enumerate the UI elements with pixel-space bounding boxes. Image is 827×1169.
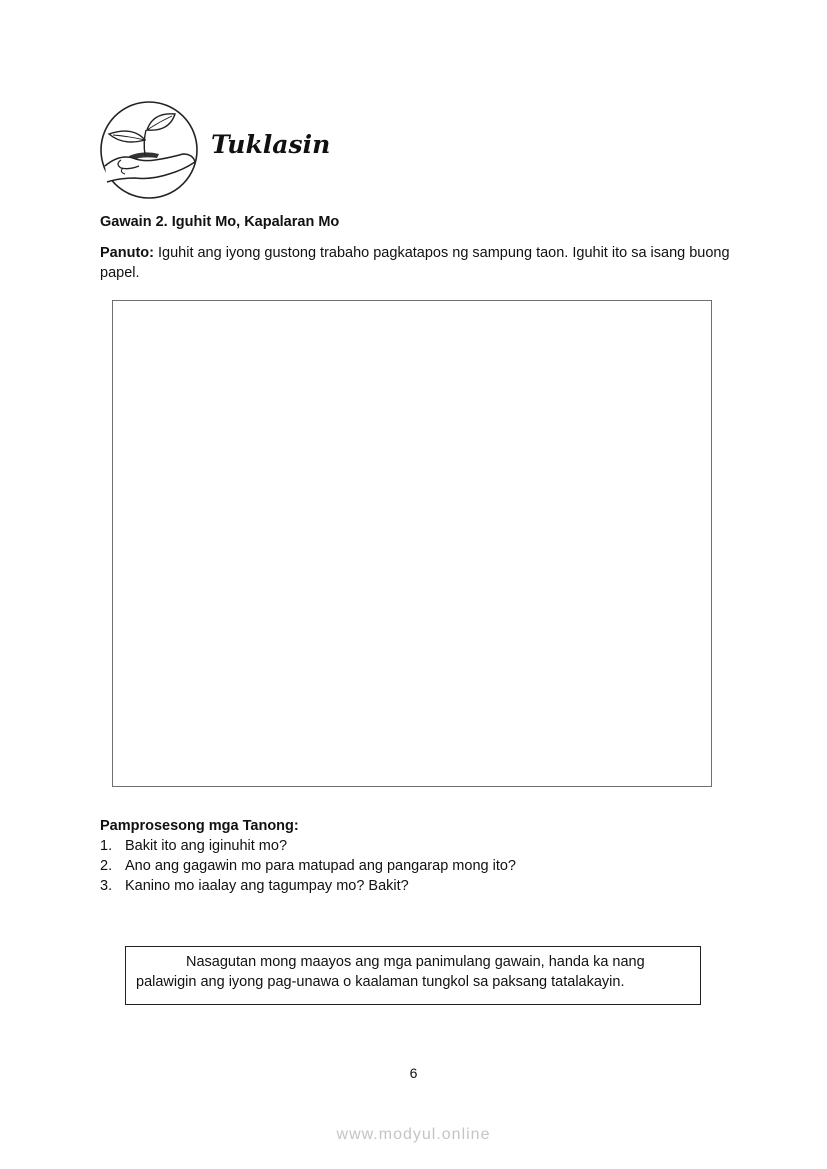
questions-heading: Pamprosesong mga Tanong: [100,818,299,834]
question-text: Ano ang gagawin mo para matupad ang pangarap mong ito? [125,858,516,874]
question-item [100,856,516,876]
plant-in-hand-icon [99,100,199,200]
note-line-2: palawigin ang iyong pag-unawa o kaalaman tungkol sa paksang tatalakayin. [136,974,625,990]
instruction-text: Iguhit ang iyong gustong trabaho pagkatapos ng sampung taon. Iguhit ito sa isang buong papel. [100,245,730,281]
question-number: 2. [100,858,113,874]
page-number: 6 [409,1065,418,1081]
activity-title: Gawain 2. Iguhit Mo, Kapalaran Mo [100,214,340,230]
watermark: www.modyul.online [336,1126,491,1143]
instructions [100,243,730,283]
section-title: Tuklasin [211,130,331,159]
question-text: Bakit ito ang iginuhit mo? [125,838,288,854]
question-text: Kanino mo iaalay ang tagumpay mo? Bakit? [125,878,409,894]
question-list [100,836,516,896]
instruction-label: Panuto: [100,245,154,261]
question-item [100,836,516,856]
question-number: 1. [100,838,113,854]
note-line-1: Nasagutan mong maayos ang mga panimulang gawain, handa ka nang [186,954,645,970]
question-item [100,876,516,896]
question-number: 3. [100,878,113,894]
note-box [125,946,701,1005]
drawing-area [112,300,712,787]
